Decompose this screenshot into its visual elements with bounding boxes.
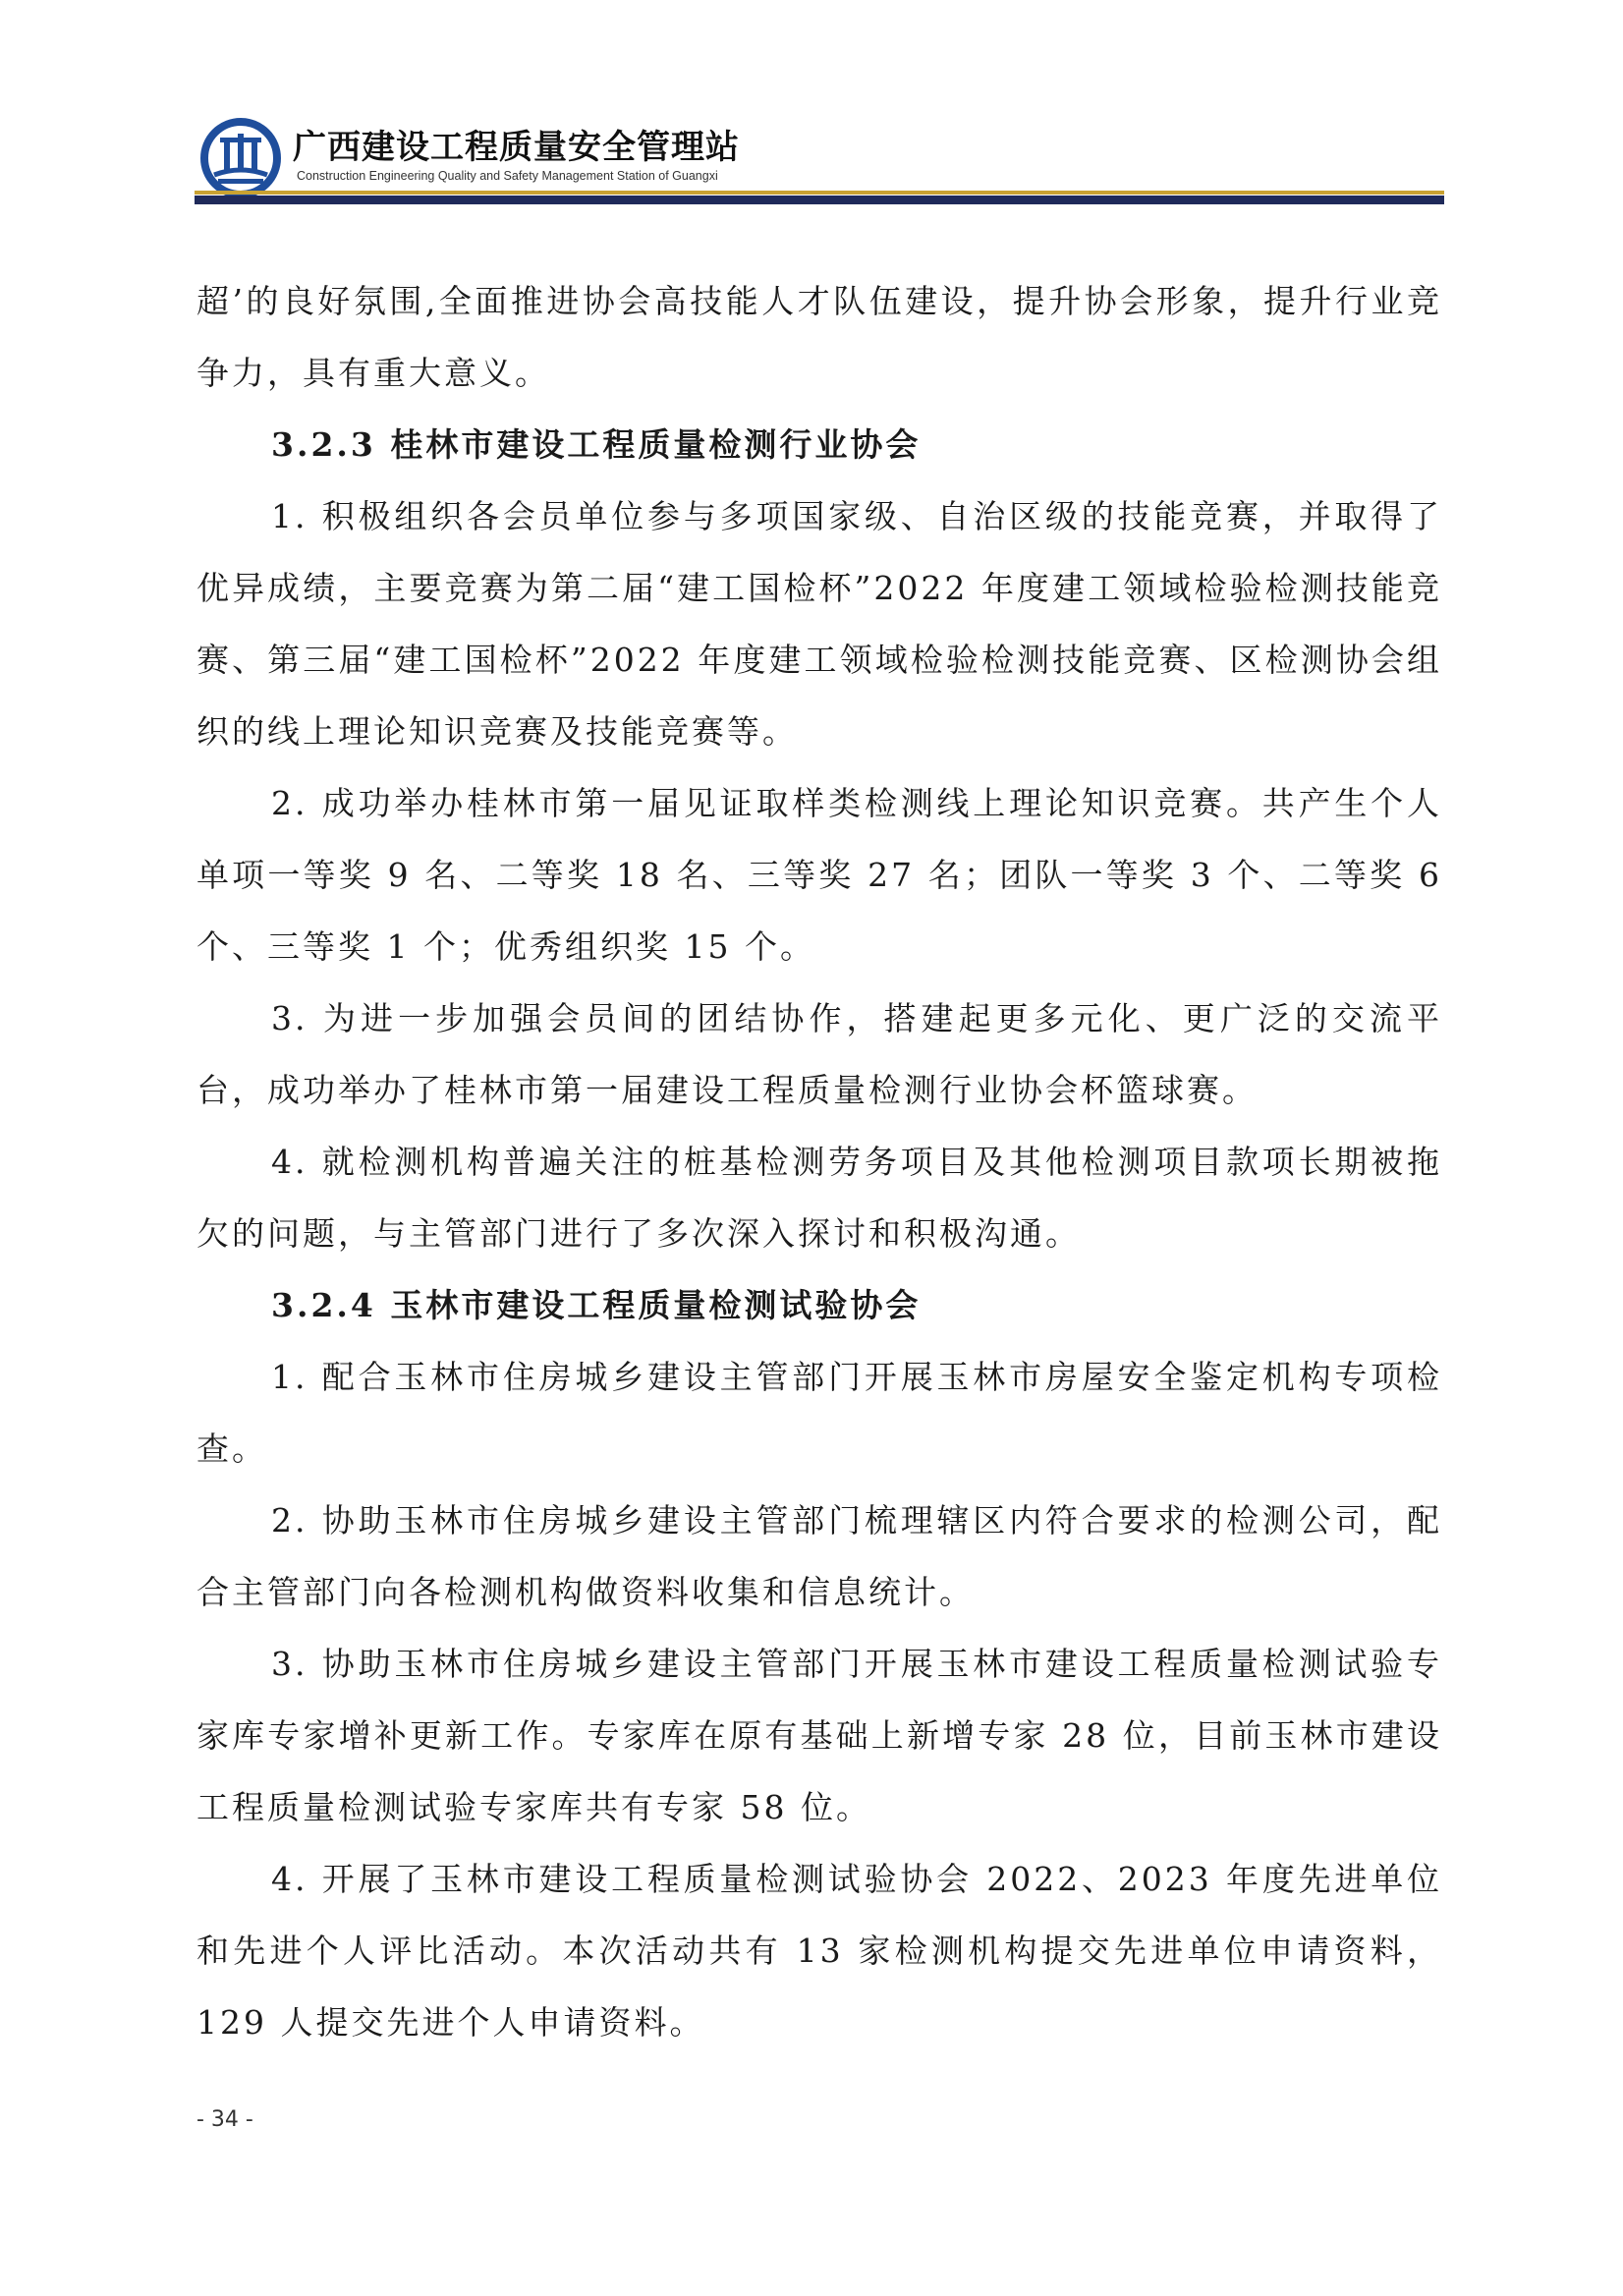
section-heading-3-2-3: 3.2.3 桂林市建设工程质量检测行业协会	[271, 425, 922, 464]
header-rule-gold	[195, 191, 1444, 195]
organization-name: 广西建设工程质量安全管理站	[293, 128, 740, 167]
guilin-item-1: 1. 积极组织各会员单位参与多项国家级、自治区级的技能竞赛，并取得了优异成绩，主要竞赛为第二届“建工国检杯”2022 年度建工领域检验检测技能竞赛、第三届“建工国检杯”2022 年度建工领域检验检测技能竞赛、区检测协会组织的线上理论知识竞赛及技能竞赛等。	[196, 497, 1442, 751]
page-header	[195, 110, 1444, 208]
yulin-item-4: 4. 开展了玉林市建设工程质量检测试验协会 2022、2023 年度先进单位和先进个人评比活动。本次活动共有 13 家检测机构提交先进单位申请资料，129 人提交先进个人申请资料。	[196, 1860, 1442, 2042]
document-body	[196, 265, 1442, 2058]
guilin-item-4: 4. 就检测机构普遍关注的桩基检测劳务项目及其他检测项目款项长期被拖欠的问题，与主管部门进行了多次深入探讨和积极沟通。	[196, 1143, 1442, 1253]
section-heading-3-2-4: 3.2.4 玉林市建设工程质量检测试验协会	[271, 1286, 922, 1324]
yulin-item-3: 3. 协助玉林市住房城乡建设主管部门开展玉林市建设工程质量检测试验专家库专家增补更新工作。专家库在原有基础上新增专家 28 位，目前玉林市建设工程质量检测试验专家库共有专家 58 位。	[196, 1645, 1442, 1826]
paragraph-continued: 超’的良好氛围,全面推进协会高技能人才队伍建设，提升协会形象，提升行业竞争力，具有重大意义。	[196, 282, 1442, 392]
page-number: - 34 -	[196, 2107, 253, 2132]
header-rule-navy	[195, 196, 1444, 204]
yulin-item-1: 1. 配合玉林市住房城乡建设主管部门开展玉林市房屋安全鉴定机构专项检查。	[196, 1358, 1442, 1468]
guilin-item-3: 3. 为进一步加强会员间的团结协作，搭建起更多元化、更广泛的交流平台，成功举办了桂林市第一届建设工程质量检测行业协会杯篮球赛。	[196, 999, 1442, 1109]
guilin-item-2: 2. 成功举办桂林市第一届见证取样类检测线上理论知识竞赛。共产生个人单项一等奖 9 名、二等奖 18 名、三等奖 27 名；团队一等奖 3 个、二等奖 6 个、三等奖 1 个；优秀组织奖 15 个。	[196, 784, 1442, 966]
station-logo-icon	[200, 118, 281, 198]
yulin-item-2: 2. 协助玉林市住房城乡建设主管部门梳理辖区内符合要求的检测公司，配合主管部门向各检测机构做资料收集和信息统计。	[196, 1501, 1442, 1611]
organization-name-english: Construction Engineering Quality and Safety Management Station of Guangxi	[297, 169, 718, 183]
